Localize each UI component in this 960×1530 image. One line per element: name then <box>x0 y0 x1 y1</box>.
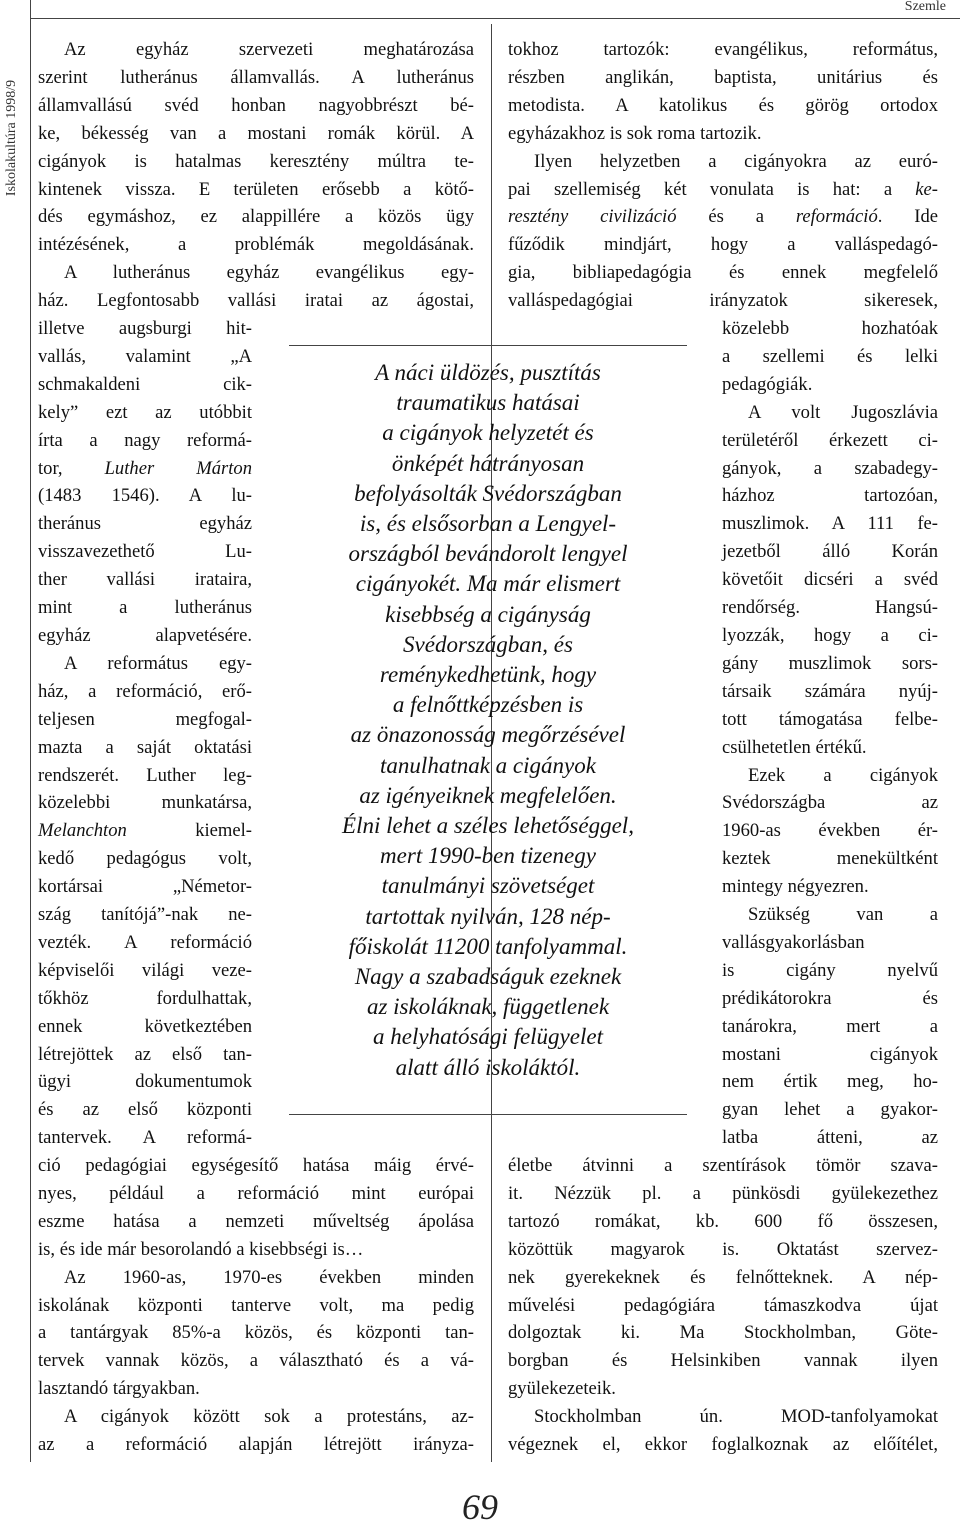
text-line: latba átteni, az <box>722 1127 938 1149</box>
text-line: metodista. A katolikus és görög ortodox <box>508 94 938 116</box>
text-line: és az első központi <box>38 1099 252 1121</box>
text-line: Ilyen helyzetben a cigányokra az euró- <box>534 150 938 172</box>
text-line: tanárokra, mert a <box>722 1015 938 1037</box>
text-line: tervek vannak közös, a választható és a vá- <box>38 1350 474 1372</box>
text-line: kely” ezt az utóbbit <box>38 401 252 423</box>
text-line: szág tanítójá”-nak ne- <box>38 904 252 926</box>
text-line-with-italics: pai szellemiség két vonulata is hat: a ke- <box>508 178 938 200</box>
text-line: dolgoztak ki. Ma Stockholmban, Göte- <box>508 1322 938 1344</box>
pullquote-line: tartottak nyilván, 128 nép- <box>365 903 611 929</box>
text-line: életbe átvinni a szentírások tömör szava- <box>508 1155 938 1176</box>
text-line: ennek következtében <box>38 1015 252 1037</box>
text-line: cigányok is hatalmas keresztény múltra te- <box>38 150 474 172</box>
text-line: ügyi dokumentumok <box>38 1071 252 1093</box>
text-line: vallásgyakorlásban <box>722 931 865 953</box>
text-line: pedagógiák. <box>722 373 813 395</box>
text-line: közelebbi munkatársa, <box>38 792 252 814</box>
text-line: Svédországba az <box>722 792 938 814</box>
text-line: tőkhöz fordulhattak, <box>38 987 252 1009</box>
pullquote-line: az önazonosság megőrzésével <box>350 722 626 748</box>
left-column-narrow <box>38 315 252 1152</box>
text-line: gányok, a szabadegy- <box>722 457 938 479</box>
pullquote-line: a felnőttképzésben is <box>392 692 584 718</box>
text-line: Az 1960-as, 1970-es években minden <box>64 1266 474 1288</box>
text-line: tartozó romákat, kb. 600 fő összesen, <box>508 1210 938 1232</box>
text-line: tantervek. A reformá- <box>38 1127 252 1149</box>
section-label: Szemle <box>904 0 946 14</box>
pullquote-line: az iskoláknak, függetlenek <box>366 994 610 1020</box>
pullquote-line: Élni lehet a széles lehetőséggel, <box>342 813 634 839</box>
pullquote-line: A náci üldözés, pusztítás <box>375 360 601 385</box>
text-line: 1960-as években ér- <box>722 820 938 842</box>
text-line: dés egymáshoz, ez alappillére a közös ügy <box>38 206 474 228</box>
text-line: borgban és Helsinkiben vannak ilyen <box>508 1350 938 1372</box>
text-line: A lutheránus egyház evangélikus egy- <box>64 262 474 284</box>
text-line: jezetből álló Korán <box>722 541 938 563</box>
text-line: tokhoz tartozók: evangélikus, református, <box>508 39 938 60</box>
text-line-with-italics: resztény civilizáció és a reformáció. Ide <box>508 206 939 228</box>
text-line: részben anglikán, baptista, unitárius és <box>508 66 938 88</box>
italic-term: resztény civilizáció <box>508 206 677 228</box>
text-line: tott támogatása felbe- <box>722 708 938 730</box>
text-line: valláspedagógiai irányzatok sikeresek, <box>508 290 938 312</box>
text-line: közelebb hozhatóak <box>722 318 938 339</box>
text-line: csülhetetlen értékű. <box>722 736 867 758</box>
text-line: államvallású svéd honban nagyobbrészt bé- <box>38 94 474 116</box>
pullquote-line: önképét hátrányosan <box>391 450 585 476</box>
left-column-top <box>38 36 474 315</box>
page-number: 69 <box>462 1487 498 1527</box>
text-line: gyan lehet a gyakor- <box>722 1099 938 1121</box>
pullquote-line: traumatikus hatásai <box>396 390 580 416</box>
text-line: keztek menekültként <box>722 848 938 870</box>
text-line: Az egyház szervezeti meghatározása <box>64 39 474 60</box>
text-line: illetve augsburgi hit- <box>38 318 252 339</box>
pullquote-line: befolyásolták Svédországban <box>354 480 622 506</box>
text-line: gia, bibliapedagógia és ennek megfelelő <box>508 262 938 284</box>
text-line: kintenek vissza. E területen erősebb a kötő- <box>38 178 474 200</box>
text-line: gány muszlimok sors- <box>722 652 938 674</box>
pullquote-line: Nagy a szabadságuk ezeknek <box>354 964 622 990</box>
text-line: egyház alapvetésére. <box>38 624 252 646</box>
text-line: kedő pedagógus volt, <box>38 848 252 870</box>
left-column-bottom <box>38 1152 474 1459</box>
pullquote-line: alatt álló iskoláktól. <box>395 1054 581 1080</box>
text-line: visszavezethető Lu- <box>38 541 252 563</box>
sidebar-rule <box>30 0 31 1462</box>
text-line: rendszerét. Luther leg- <box>38 764 252 786</box>
text-line: iskolának központi tanterve volt, ma pedig <box>38 1294 474 1316</box>
text-line: mostani cigányok <box>722 1043 938 1065</box>
text-line: mazta a saját oktatási <box>38 736 252 758</box>
text-line: végeznek el, ekkor foglalkoznak az előítélet, <box>508 1434 938 1456</box>
text-line: intézésének, a problémák megoldásának. <box>38 234 474 256</box>
pullquote-bottom-rule <box>289 1114 687 1115</box>
person-name-melanchton: Melanchton <box>38 820 127 842</box>
right-column-bottom <box>508 1152 938 1459</box>
text-line: a szellemi és lelki <box>722 345 938 367</box>
right-column-top <box>508 36 938 315</box>
text-line: szerint lutheránus államvallás. A lutheránus <box>38 66 474 88</box>
pullquote-line: is, és elsősorban a Lengyel- <box>359 511 617 537</box>
pullquote-line: az igényeiknek megfelelően. <box>359 782 617 808</box>
text-line: teljesen megfogal- <box>38 708 252 730</box>
header-rule <box>30 18 960 19</box>
text-line: nyes, például a reformáció mint európai <box>38 1182 474 1204</box>
text-line: mint a lutheránus <box>38 597 252 619</box>
pullquote-line: országból bevándorolt lengyel <box>348 541 628 567</box>
journal-title: Iskolakultúra 1998/9 <box>4 79 19 197</box>
person-name-luther: Luther Márton <box>104 457 252 479</box>
pullquote-line: tanulmányi szövetséget <box>381 873 595 899</box>
text-line: vallás, valamint „A <box>38 345 252 367</box>
text-line: fűződik mindjárt, hogy a valláspedagó- <box>508 234 938 256</box>
pullquote-line: főiskolát 11200 tanfolyammal. <box>348 933 628 959</box>
text-line: a tantárgyak 85%-a közös, és központi tan- <box>38 1322 474 1344</box>
text-line: (1483 1546). A lu- <box>38 485 252 507</box>
pullquote-line: reménykedhetünk, hogy <box>379 662 597 688</box>
text-line: létrejöttek az első tan- <box>38 1043 252 1065</box>
pullquote-line: a helyhatósági felügyelet <box>373 1024 603 1050</box>
text-line: lyozzák, hogy a ci- <box>722 624 938 646</box>
pullquote <box>270 358 706 1083</box>
text-line: társaik számára nyúj- <box>722 680 938 702</box>
text-line: A volt Jugoszlávia <box>748 401 938 423</box>
text-line: művelési pedagógiára támaszkodva újat <box>508 1294 938 1316</box>
text-line: lasztandó tárgyakban. <box>38 1378 200 1400</box>
text-line: schmakaldeni cik- <box>38 373 252 395</box>
text-line: rendőrség. Hangsú- <box>722 597 938 619</box>
text-line: nem értik meg, ho- <box>722 1071 938 1093</box>
right-column-narrow <box>722 315 938 1152</box>
text-line: Szükség van a <box>748 904 938 926</box>
text-line: vezték. A reformáció <box>38 931 252 953</box>
text-line: it. Nézzük pl. a pünkösdi gyülekezethez <box>508 1182 938 1204</box>
text-line: A cigányok között sok a protestáns, az- <box>64 1406 474 1428</box>
italic-term: reformáció <box>795 206 878 228</box>
text-line-with-name: tor, Luther Márton <box>38 457 252 479</box>
text-line: ház, a reformáció, erő- <box>38 680 252 702</box>
pullquote-line: a cigányok helyzetét és <box>382 420 594 446</box>
text-line: házhoz tartozóan, <box>722 485 938 507</box>
text-line: is cigány nyelvű <box>722 959 938 981</box>
pullquote-line: kisebbség a cigányság <box>385 601 591 627</box>
text-line: theránus egyház <box>38 513 252 535</box>
text-line: követőit dicséri a svéd <box>722 569 938 591</box>
text-line-with-name: Melanchton kiemel- <box>38 820 252 842</box>
italic-term: ke- <box>915 178 938 200</box>
text-line: kortársai „Németor- <box>38 876 252 898</box>
pullquote-top-rule <box>289 345 687 346</box>
pullquote-line: tanulhatnak a cigányok <box>380 752 596 778</box>
text-line: gyülekezeteik. <box>508 1378 616 1400</box>
pullquote-line: Svédországban, és <box>403 631 573 657</box>
pullquote-line: mert 1990-ben tizenegy <box>380 843 596 869</box>
text-line: A református egy- <box>64 652 252 674</box>
text-line: területéről érkezett ci- <box>722 429 938 451</box>
text-line: ke, békesség van a mostani romák körül. A <box>38 122 474 144</box>
text-line: képviselői világi veze- <box>38 959 252 981</box>
text-line: közöttük magyarok is. Oktatást szervez- <box>508 1238 938 1260</box>
text-line: is, és ide már besorolandó a kisebbségi is… <box>38 1238 364 1260</box>
text-line: eszme hatása a nemzeti műveltség ápolása <box>38 1210 474 1232</box>
text-line: ció pedagógiai egységesítő hatása máig érvé- <box>38 1155 474 1176</box>
text-line: Ezek a cigányok <box>748 764 938 786</box>
text-line: ther vallási irataira, <box>38 569 252 591</box>
pullquote-line: cigányokét. Ma már elismert <box>355 571 621 597</box>
text-line: egyházakhoz is sok roma tartozik. <box>508 122 762 144</box>
text-line: írta a nagy reformá- <box>38 429 252 451</box>
text-line: Stockholmban ún. MOD-tanfolyamokat <box>534 1406 938 1428</box>
text-line: mintegy négyezren. <box>722 876 869 898</box>
text-line: nek gyerekeknek és felnőtteknek. A nép- <box>508 1266 938 1288</box>
text-line: muszlimok. A 111 fe- <box>722 513 938 535</box>
text-line: az a reformáció alapján létrejött irányza- <box>38 1434 474 1456</box>
text-line: prédikátorokra és <box>722 987 938 1009</box>
text-line: ház. Legfontosabb vallási iratai az ágostai, <box>38 290 474 312</box>
